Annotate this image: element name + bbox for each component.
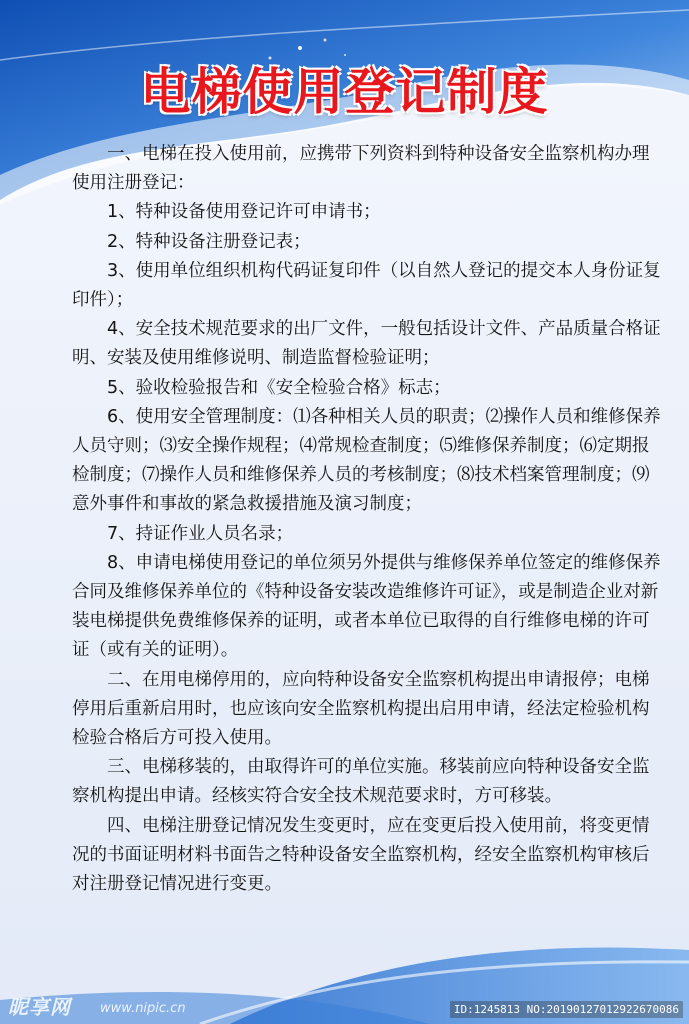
list-item: 6、使用安全管理制度：⑴各种相关人员的职责；⑵操作人员和维修保养人员守则；⑶安全操作规程；⑷常规检查制度；⑸维修保养制度；⑹定期报检制度；⑺操作人员和维修保养人员的考核制度；⑻技术档案管理制度；⑼意外事件和事故的紧急救援措施及演习制度； bbox=[72, 406, 661, 515]
section-3: 三、电梯移装的，由取得许可的单位实施。移装前应向特种设备安全监察机构提出申请。经核实符合安全技术规范要求时，方可移装。 bbox=[72, 757, 650, 807]
list-item: 4、安全技术规范要求的出厂文件，一般包括设计文件、产品质量合格证明、安装及使用维修说明、制造监督检验证明； bbox=[72, 319, 661, 369]
watermark-url: www.nipic.cn bbox=[100, 1001, 186, 1016]
watermark-id: ID:1245813 NO:20190127012922670086 bbox=[450, 1001, 683, 1018]
section-4: 四、电梯注册登记情况发生变更时，应在变更后投入使用前，将变更情况的书面证明材料书面告之特种设备安全监察机构，经安全监察机构审核后对注册登记情况进行变更。 bbox=[72, 815, 650, 895]
list-item: 5、验收检验报告和《安全检验合格》标志； bbox=[107, 377, 451, 398]
watermark-logo: 昵享网 bbox=[8, 995, 71, 1019]
page-title: 电梯使用登记制度 bbox=[140, 63, 549, 121]
section-2: 二、在用电梯停用的，应向特种设备安全监察机构提出申请报停；电梯停用后重新启用时，也应该向安全监察机构提出启用申请，经法定检验机构检验合格后方可投入使用。 bbox=[72, 669, 650, 749]
list-item: 2、特种设备注册登记表； bbox=[107, 231, 311, 252]
list-item: 8、申请电梯使用登记的单位须另外提供与维修保养单位签定的维修保养合同及维修保养单位的《特种设备安装改造维修许可证》，或是制造企业对新装电梯提供免费维修保养的证明，或者本单位已取得的自行维修电梯的许可证（或有关的证明）。 bbox=[72, 552, 661, 661]
section-1-intro: 一、电梯在投入使用前，应携带下列资料到特种设备安全监察机构办理使用注册登记： bbox=[72, 144, 650, 194]
list-item: 7、持证作业人员名录； bbox=[107, 523, 294, 544]
list-item: 1、特种设备使用登记许可申请书； bbox=[107, 202, 381, 223]
list-item: 3、使用单位组织机构代码证复印件（以自然人登记的提交本人身份证复印件）； bbox=[72, 260, 661, 311]
footer-watermark bbox=[0, 990, 689, 1024]
regulation-body bbox=[72, 140, 662, 899]
